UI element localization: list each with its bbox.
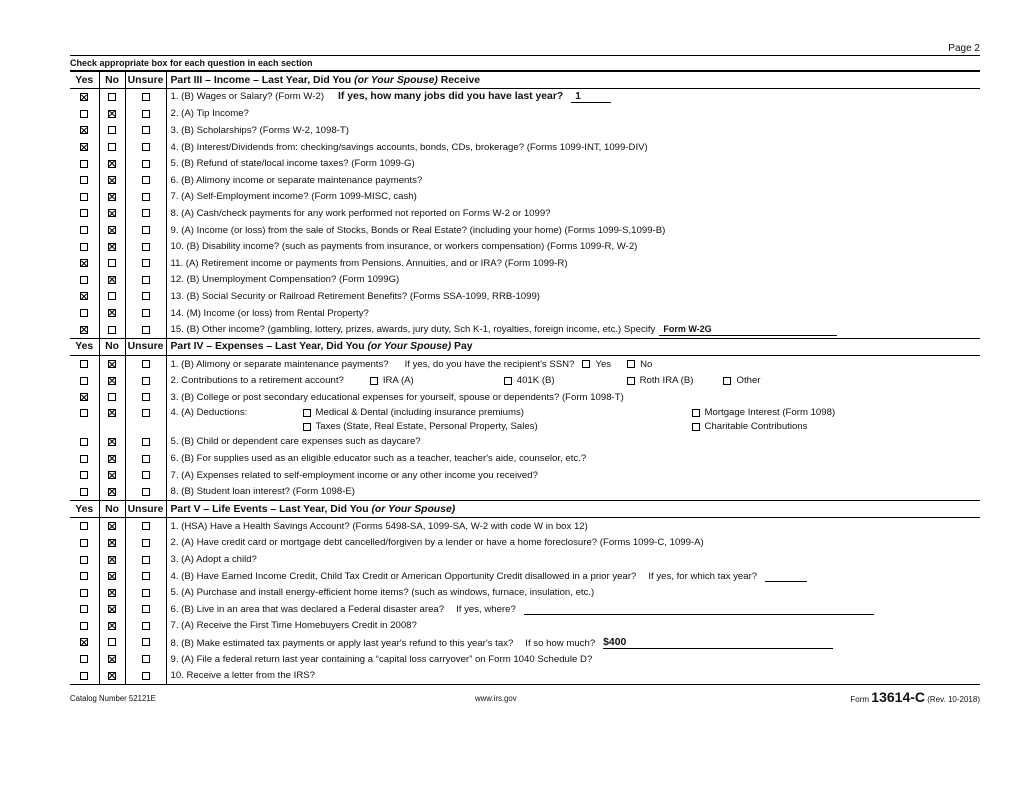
unsure-checkbox[interactable] xyxy=(142,455,150,463)
instructions: Check appropriate box for each question in each section xyxy=(70,56,980,71)
question-label: 12. (B) Unemployment Compensation? (Form 1099G) xyxy=(170,274,400,286)
yes-checkbox[interactable] xyxy=(80,360,88,368)
question-text xyxy=(166,155,980,172)
question-row xyxy=(70,434,980,451)
question-row xyxy=(70,483,980,500)
question-label: 8. (B) Make estimated tax payments or apply last year's refund to this year's tax? xyxy=(170,637,514,649)
questionnaire-table xyxy=(70,71,980,684)
unsure-checkbox[interactable] xyxy=(142,259,150,267)
question-text xyxy=(166,288,980,305)
question-text xyxy=(166,389,980,406)
unsure-checkbox[interactable] xyxy=(142,572,150,580)
no-checkbox[interactable] xyxy=(108,455,116,463)
yes-checkbox[interactable] xyxy=(80,377,88,385)
yes-checkbox[interactable] xyxy=(80,292,88,300)
question-text xyxy=(166,535,980,552)
question-row xyxy=(70,389,980,406)
part3-title: Part III – Income – Last Year, Did You (or Your Spouse) Receive xyxy=(166,72,980,89)
question-row xyxy=(70,584,980,601)
retirement-option[interactable]: Other xyxy=(723,375,760,386)
unsure-checkbox[interactable] xyxy=(142,126,150,134)
no-checkbox[interactable] xyxy=(108,409,116,417)
unsure-checkbox[interactable] xyxy=(142,243,150,251)
no-checkbox[interactable] xyxy=(108,438,116,446)
no-checkbox[interactable] xyxy=(108,243,116,251)
col-unsure: Unsure xyxy=(125,338,166,355)
no-checkbox[interactable] xyxy=(108,539,116,547)
ssn-yes-option[interactable]: Yes xyxy=(582,359,611,370)
question-text xyxy=(166,518,980,535)
unsure-checkbox[interactable] xyxy=(142,605,150,613)
followup-question: If yes, how many jobs did you have last year? xyxy=(338,91,564,103)
no-checkbox[interactable] xyxy=(108,672,116,680)
yes-checkbox[interactable] xyxy=(80,622,88,630)
col-no: No xyxy=(99,338,125,355)
unsure-checkbox[interactable] xyxy=(142,176,150,184)
ssn-yes-checkbox[interactable] xyxy=(582,360,590,368)
question-text xyxy=(166,420,980,434)
unsure-checkbox[interactable] xyxy=(142,622,150,630)
yes-checkbox[interactable] xyxy=(80,160,88,168)
yes-checkbox[interactable] xyxy=(80,572,88,580)
yes-checkbox[interactable] xyxy=(80,488,88,496)
question-row xyxy=(70,155,980,172)
yes-checkbox[interactable] xyxy=(80,326,88,334)
retirement-checkbox[interactable] xyxy=(723,377,731,385)
question-row xyxy=(70,106,980,123)
question-text xyxy=(166,483,980,500)
followup-question: If yes, where? xyxy=(456,604,516,616)
col-no: No xyxy=(99,72,125,89)
yes-checkbox[interactable] xyxy=(80,455,88,463)
question-label: 14. (M) Income (or loss) from Rental Property? xyxy=(170,307,369,319)
unsure-checkbox[interactable] xyxy=(142,360,150,368)
no-checkbox[interactable] xyxy=(108,638,116,646)
question-text xyxy=(166,172,980,189)
question-row xyxy=(70,667,980,684)
yes-checkbox[interactable] xyxy=(80,556,88,564)
question-row xyxy=(70,651,980,668)
no-checkbox[interactable] xyxy=(108,276,116,284)
question-text xyxy=(166,305,980,322)
followup-question: If yes, do you have the recipient's SSN? xyxy=(404,358,575,370)
yes-checkbox[interactable] xyxy=(80,309,88,317)
question-row xyxy=(70,568,980,585)
question-text xyxy=(166,568,980,585)
question-text xyxy=(166,434,980,451)
yes-checkbox[interactable] xyxy=(80,672,88,680)
question-text xyxy=(166,89,980,106)
jobs-count-field[interactable]: 1 xyxy=(571,91,611,103)
no-checkbox[interactable] xyxy=(108,622,116,630)
no-checkbox[interactable] xyxy=(108,226,116,234)
yes-checkbox[interactable] xyxy=(80,143,88,151)
followup-question: If yes, for which tax year? xyxy=(648,571,758,583)
followup-answer-field[interactable] xyxy=(765,570,807,582)
page-number: Page 2 xyxy=(70,42,980,56)
part4-header xyxy=(70,338,980,355)
question-row xyxy=(70,272,980,289)
yes-checkbox[interactable] xyxy=(80,126,88,134)
question-text xyxy=(166,321,980,338)
yes-checkbox[interactable] xyxy=(80,393,88,401)
question-label: 10. Receive a letter from the IRS? xyxy=(170,670,316,682)
question-row xyxy=(70,222,980,239)
no-checkbox[interactable] xyxy=(108,193,116,201)
question-row xyxy=(70,551,980,568)
question-row xyxy=(70,355,980,372)
question-row xyxy=(70,172,980,189)
yes-checkbox[interactable] xyxy=(80,193,88,201)
taxes-checkbox[interactable] xyxy=(303,423,311,431)
question-label: 3. (B) Scholarships? (Forms W-2, 1098-T) xyxy=(170,124,349,136)
ssn-no-option[interactable]: No xyxy=(627,359,652,370)
no-checkbox[interactable] xyxy=(108,259,116,267)
no-checkbox[interactable] xyxy=(108,126,116,134)
yes-checkbox[interactable] xyxy=(80,110,88,118)
specify-field[interactable]: Form W-2G xyxy=(659,324,837,336)
yes-checkbox[interactable] xyxy=(80,471,88,479)
yes-checkbox[interactable] xyxy=(80,276,88,284)
question-row xyxy=(70,288,980,305)
question-text xyxy=(166,355,980,372)
question-label: 2. (A) Tip Income? xyxy=(170,108,249,120)
question-label: 1. (B) Wages or Salary? (Form W-2) xyxy=(170,91,325,103)
question-row xyxy=(70,406,980,420)
question-row xyxy=(70,518,980,535)
question-row xyxy=(70,321,980,338)
question-label: 2. (A) Have credit card or mortgage debt cancelled/forgiven by a lender or have a home foreclosure? (Forms 1099-C, 1099-A) xyxy=(170,537,704,549)
question-text xyxy=(166,373,980,390)
question-row xyxy=(70,122,980,139)
unsure-checkbox[interactable] xyxy=(142,522,150,530)
no-checkbox[interactable] xyxy=(108,605,116,613)
question-row xyxy=(70,305,980,322)
yes-checkbox[interactable] xyxy=(80,259,88,267)
question-label: 11. (A) Retirement income or payments from Pensions. Annuities, and or IRA? (Form 1099-R) xyxy=(170,257,568,269)
followup-question: If so how much? xyxy=(525,637,596,649)
question-text xyxy=(166,551,980,568)
no-checkbox[interactable] xyxy=(108,589,116,597)
form-page xyxy=(70,42,980,707)
unsure-checkbox[interactable] xyxy=(142,309,150,317)
no-checkbox[interactable] xyxy=(108,522,116,530)
retirement-checkbox[interactable] xyxy=(370,377,378,385)
catalog-number: Catalog Number 52121E xyxy=(70,694,156,703)
question-label: 9. (A) File a federal return last year containing a “capital loss carryover” on Form 1040 Schedule D? xyxy=(170,653,593,665)
retirement-option[interactable]: 401K (B) xyxy=(504,375,555,386)
question-label: 2. Contributions to a retirement account? xyxy=(170,375,344,387)
no-checkbox[interactable] xyxy=(108,160,116,168)
question-row xyxy=(70,535,980,552)
unsure-checkbox[interactable] xyxy=(142,93,150,101)
retirement-checkbox[interactable] xyxy=(627,377,635,385)
question-row xyxy=(70,205,980,222)
part3-header xyxy=(70,72,980,89)
unsure-checkbox[interactable] xyxy=(142,409,150,417)
no-checkbox[interactable] xyxy=(108,556,116,564)
unsure-checkbox[interactable] xyxy=(142,292,150,300)
question-label: 3. (B) College or post secondary educational expenses for yourself, spouse or dependents? (Form 1098-T) xyxy=(170,391,624,403)
followup-answer-field[interactable]: $400 xyxy=(603,637,833,649)
yes-checkbox[interactable] xyxy=(80,638,88,646)
unsure-checkbox[interactable] xyxy=(142,556,150,564)
yes-checkbox[interactable] xyxy=(80,589,88,597)
col-yes: Yes xyxy=(70,501,99,518)
unsure-checkbox[interactable] xyxy=(142,488,150,496)
question-label: 7. (A) Receive the First Time Homebuyers Credit in 2008? xyxy=(170,620,417,632)
question-text xyxy=(166,272,980,289)
yes-checkbox[interactable] xyxy=(80,243,88,251)
col-yes: Yes xyxy=(70,72,99,89)
no-checkbox[interactable] xyxy=(108,209,116,217)
unsure-checkbox[interactable] xyxy=(142,393,150,401)
taxes-option[interactable]: Taxes (State, Real Estate, Personal Property, Sales) xyxy=(303,421,692,432)
yes-checkbox[interactable] xyxy=(80,539,88,547)
yes-checkbox[interactable] xyxy=(80,409,88,417)
question-label: 1. (HSA) Have a Health Savings Account? (Forms 5498-SA, 1099-SA, W-2 with code W in box 12) xyxy=(170,520,588,532)
question-row xyxy=(70,618,980,635)
unsure-checkbox[interactable] xyxy=(142,539,150,547)
no-checkbox[interactable] xyxy=(108,143,116,151)
no-checkbox[interactable] xyxy=(108,655,116,663)
unsure-checkbox[interactable] xyxy=(142,471,150,479)
question-label: 15. (B) Other income? (gambling, lottery, prizes, awards, jury duty, Sch K-1, royalties, foreign income, etc.) Specify xyxy=(170,323,656,335)
no-checkbox[interactable] xyxy=(108,292,116,300)
question-label: 9. (A) Income (or loss) from the sale of Stocks, Bonds or Real Estate? (including your home) (Forms 1099-S,1099-B) xyxy=(170,224,666,236)
unsure-checkbox[interactable] xyxy=(142,326,150,334)
yes-checkbox[interactable] xyxy=(80,522,88,530)
question-row xyxy=(70,189,980,206)
question-text xyxy=(166,651,980,668)
yes-checkbox[interactable] xyxy=(80,226,88,234)
question-text xyxy=(166,406,980,420)
question-label: 13. (B) Social Security or Railroad Retirement Benefits? (Forms SSA-1099, RRB-1099) xyxy=(170,290,541,302)
unsure-checkbox[interactable] xyxy=(142,226,150,234)
mortgage-checkbox[interactable] xyxy=(692,409,700,417)
question-row xyxy=(70,601,980,618)
no-checkbox[interactable] xyxy=(108,326,116,334)
col-yes: Yes xyxy=(70,338,99,355)
question-label: 6. (B) For supplies used as an eligible educator such as a teacher, teacher's aide, counselor, etc.? xyxy=(170,453,587,465)
question-row xyxy=(70,255,980,272)
no-checkbox[interactable] xyxy=(108,309,116,317)
question-label: 5. (A) Purchase and install energy-efficient home items? (such as windows, furnace, insulation, etc.) xyxy=(170,587,595,599)
no-checkbox[interactable] xyxy=(108,360,116,368)
question-row xyxy=(70,89,980,106)
question-label: 4. (B) Have Earned Income Credit, Child Tax Credit or American Opportunity Credit disallowed in a prior year? xyxy=(170,571,637,583)
col-unsure: Unsure xyxy=(125,501,166,518)
unsure-checkbox[interactable] xyxy=(142,589,150,597)
ssn-no-checkbox[interactable] xyxy=(627,360,635,368)
question-label: 10. (B) Disability income? (such as payments from insurance, or workers compensation) (Forms 1099-R, W-2) xyxy=(170,241,638,253)
part5-header xyxy=(70,501,980,518)
unsure-checkbox[interactable] xyxy=(142,209,150,217)
medical-checkbox[interactable] xyxy=(303,409,311,417)
followup-answer-field[interactable] xyxy=(524,603,874,615)
yes-checkbox[interactable] xyxy=(80,93,88,101)
question-text xyxy=(166,618,980,635)
unsure-checkbox[interactable] xyxy=(142,377,150,385)
yes-checkbox[interactable] xyxy=(80,209,88,217)
no-checkbox[interactable] xyxy=(108,377,116,385)
charitable-checkbox[interactable] xyxy=(692,423,700,431)
question-row xyxy=(70,634,980,651)
retirement-option[interactable]: Roth IRA (B) xyxy=(627,375,694,386)
form-id: Form 13614-C (Rev. 10-2018) xyxy=(850,689,980,705)
part5-title: Part V – Life Events – Last Year, Did You (or Your Spouse) xyxy=(166,501,980,518)
question-text xyxy=(166,467,980,484)
question-text xyxy=(166,189,980,206)
no-checkbox[interactable] xyxy=(108,93,116,101)
charitable-option[interactable]: Charitable Contributions xyxy=(692,421,808,432)
question-text xyxy=(166,139,980,156)
yes-checkbox[interactable] xyxy=(80,176,88,184)
question-text xyxy=(166,601,980,618)
question-label: 4. (B) Interest/Dividends from: checking/savings accounts, bonds, CDs, brokerage? (Forms 1099-INT, 1099-DIV) xyxy=(170,141,648,153)
question-text xyxy=(166,222,980,239)
question-label: 3. (A) Adopt a child? xyxy=(170,554,257,566)
question-row xyxy=(70,467,980,484)
no-checkbox[interactable] xyxy=(108,393,116,401)
unsure-checkbox[interactable] xyxy=(142,655,150,663)
yes-checkbox[interactable] xyxy=(80,655,88,663)
question-text xyxy=(166,584,980,601)
question-label: 4. (A) Deductions: xyxy=(170,407,248,419)
question-text xyxy=(166,255,980,272)
part4-title: Part IV – Expenses – Last Year, Did You (or Your Spouse) Pay xyxy=(166,338,980,355)
unsure-checkbox[interactable] xyxy=(142,438,150,446)
yes-checkbox[interactable] xyxy=(80,438,88,446)
question-label: 7. (A) Self-Employment income? (Form 1099-MISC, cash) xyxy=(170,191,417,203)
col-unsure: Unsure xyxy=(125,72,166,89)
unsure-checkbox[interactable] xyxy=(142,672,150,680)
question-text xyxy=(166,205,980,222)
question-label: 1. (B) Alimony or separate maintenance payments? xyxy=(170,358,389,370)
page-footer xyxy=(70,684,980,707)
yes-checkbox[interactable] xyxy=(80,605,88,613)
col-no: No xyxy=(99,501,125,518)
question-label: 5. (B) Child or dependent care expenses such as daycare? xyxy=(170,436,421,448)
question-row xyxy=(70,139,980,156)
website: www.irs.gov xyxy=(475,694,517,703)
medical-option[interactable]: Medical & Dental (including insurance premiums) xyxy=(303,407,692,418)
question-label: 6. (B) Live in an area that was declared a Federal disaster area? xyxy=(170,604,445,616)
question-label: 8. (A) Cash/check payments for any work performed not reported on Forms W-2 or 1099? xyxy=(170,207,551,219)
question-label: 7. (A) Expenses related to self-employment income or any other income you received? xyxy=(170,469,538,481)
question-label: 8. (B) Student loan interest? (Form 1098-E) xyxy=(170,486,355,498)
mortgage-option[interactable]: Mortgage Interest (Form 1098) xyxy=(692,407,836,418)
unsure-checkbox[interactable] xyxy=(142,110,150,118)
unsure-checkbox[interactable] xyxy=(142,160,150,168)
question-text xyxy=(166,450,980,467)
unsure-checkbox[interactable] xyxy=(142,193,150,201)
question-text xyxy=(166,106,980,123)
question-row xyxy=(70,420,980,434)
unsure-checkbox[interactable] xyxy=(142,276,150,284)
question-text xyxy=(166,122,980,139)
question-text xyxy=(166,667,980,684)
question-row xyxy=(70,373,980,390)
question-row xyxy=(70,238,980,255)
retirement-option[interactable]: IRA (A) xyxy=(370,375,414,386)
question-text xyxy=(166,634,980,651)
question-row xyxy=(70,450,980,467)
no-checkbox[interactable] xyxy=(108,110,116,118)
retirement-checkbox[interactable] xyxy=(504,377,512,385)
question-label: 6. (B) Alimony income or separate maintenance payments? xyxy=(170,174,423,186)
no-checkbox[interactable] xyxy=(108,572,116,580)
no-checkbox[interactable] xyxy=(108,471,116,479)
question-text xyxy=(166,238,980,255)
no-checkbox[interactable] xyxy=(108,488,116,496)
question-label: 5. (B) Refund of state/local income taxes? (Form 1099-G) xyxy=(170,158,415,170)
unsure-checkbox[interactable] xyxy=(142,638,150,646)
unsure-checkbox[interactable] xyxy=(142,143,150,151)
no-checkbox[interactable] xyxy=(108,176,116,184)
